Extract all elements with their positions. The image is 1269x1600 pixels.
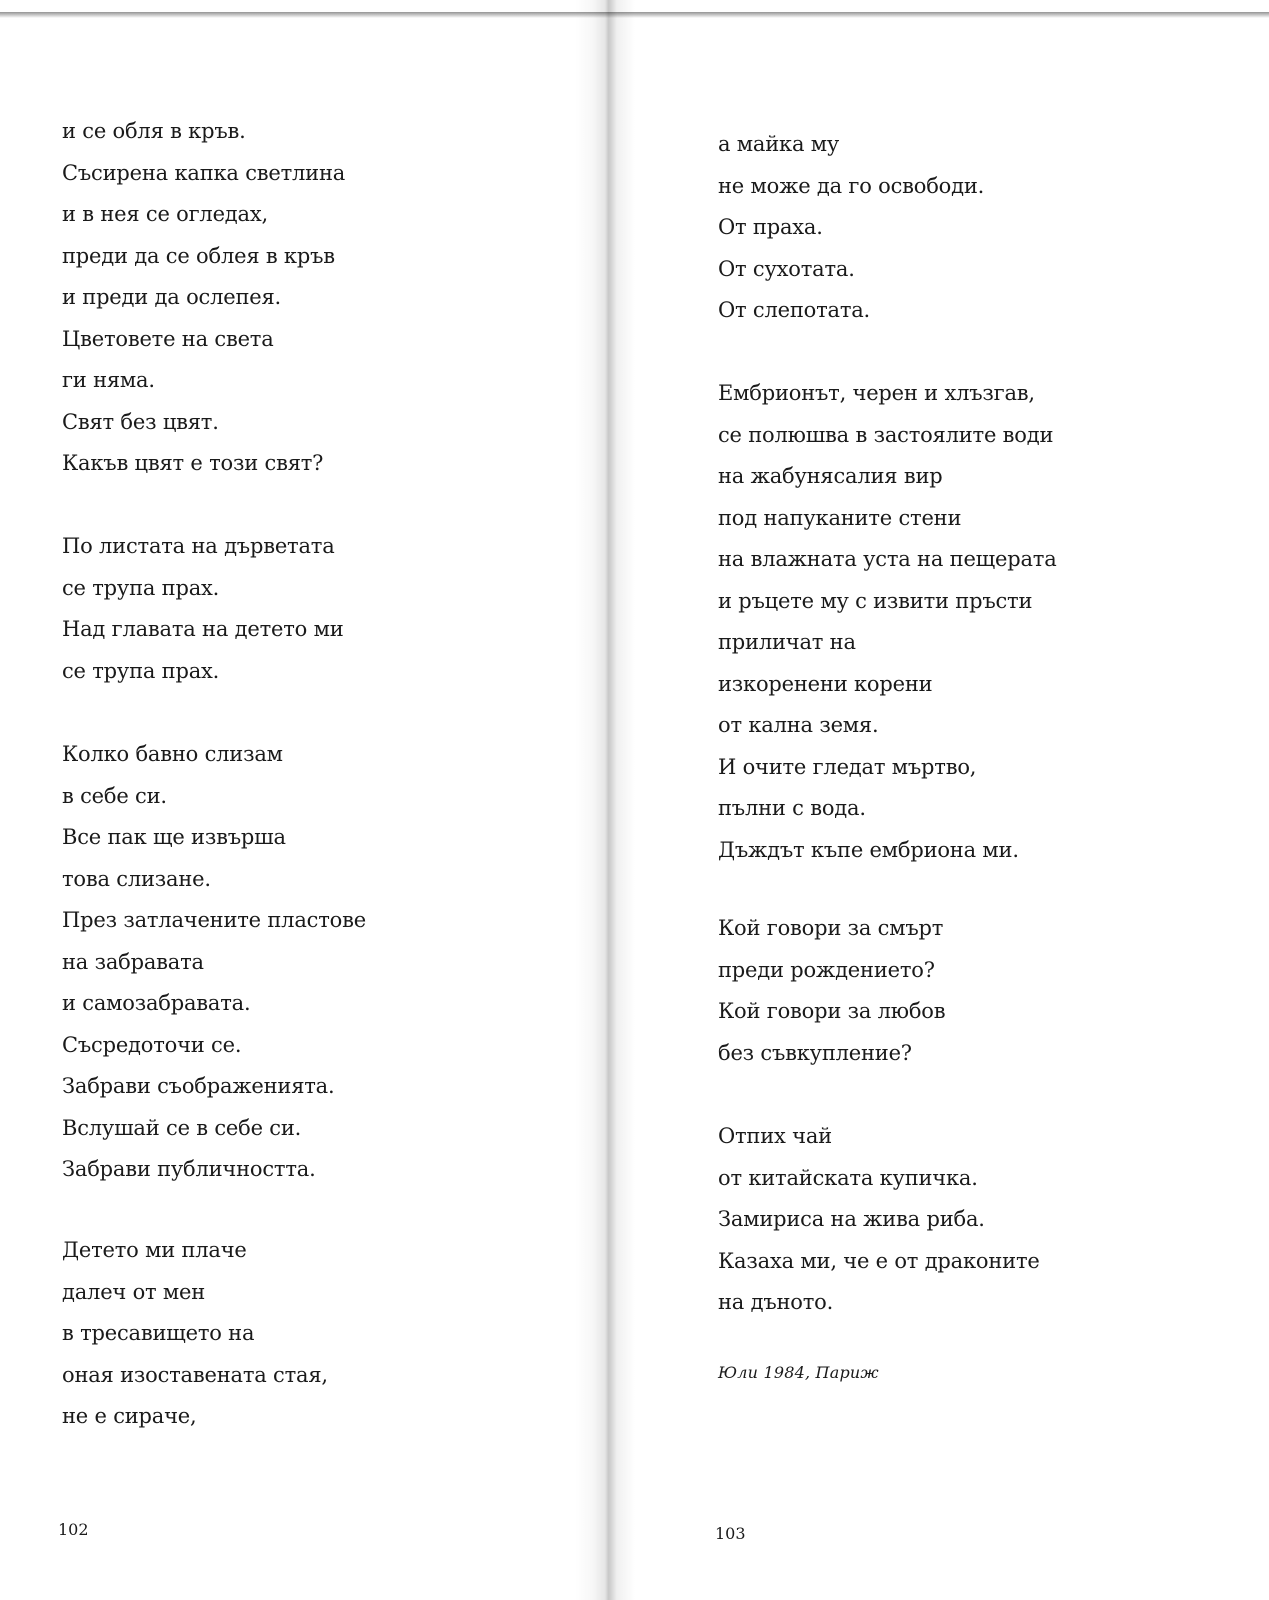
poem-line: Вслушай се в себе си. (62, 1115, 302, 1140)
poem-line: без съвкупление? (718, 1040, 912, 1065)
stanza (718, 373, 1057, 871)
poem-line: не е сираче, (62, 1404, 197, 1428)
poem-line: Свят без цвят. (62, 409, 219, 434)
stanza (718, 908, 945, 1074)
left-page (0, 0, 590, 1600)
poem-line: Казаха ми, че е от драконите (718, 1248, 1040, 1273)
poem-line: Ембрионът, черен и хлъзгав, (718, 381, 1035, 405)
poem-line: Замириса на жива риба. (718, 1207, 985, 1231)
poem-line: Детето ми плаче (62, 1238, 247, 1262)
poem-line: Цветовете на света (62, 326, 274, 351)
stanza (62, 111, 345, 485)
poem-line: и ръцете му с извити пръсти (718, 588, 1033, 613)
poem-line: на дъното. (718, 1290, 834, 1314)
poem-line: Кой говори за любов (718, 999, 946, 1023)
poem-line: оная изоставената стая, (62, 1362, 328, 1387)
poem-line: Кой говори за смърт (718, 916, 944, 940)
poem-line: и се обля в кръв. (62, 119, 246, 143)
poem-line: в себе си. (62, 783, 167, 808)
poem-line: Отпих чай (718, 1124, 832, 1148)
poem-line: Съсирена капка светлина (62, 160, 346, 185)
poem-line: приличат на (718, 630, 856, 654)
stanza (62, 1230, 328, 1438)
date-place-signature: Юли 1984, Париж (718, 1363, 879, 1382)
poem-line: От сухотата. (718, 256, 855, 281)
poem-line: Над главата на детето ми (62, 617, 344, 641)
poem-line: изкоренени корени (718, 671, 933, 696)
poem-line: Колко бавно слизам (62, 742, 283, 766)
poem-line: и в нея се огледах, (62, 202, 268, 226)
poem-line: Забрави съображенията. (62, 1074, 335, 1098)
poem-line: на влажната уста на пещерата (718, 547, 1057, 571)
poem-line: а майка му (718, 132, 840, 156)
right-page (620, 0, 1269, 1600)
poem-line: далеч от мен (62, 1279, 206, 1304)
poem-line: на забравата (62, 949, 204, 974)
poem-line: под напуканите стени (718, 505, 962, 530)
poem-line: от кална земя. (718, 713, 879, 737)
stanza (718, 124, 984, 332)
poem-line: в тресавището на (62, 1321, 255, 1345)
page-number: 103 (715, 1524, 746, 1543)
poem-line: Съсредоточи се. (62, 1032, 242, 1057)
poem-line: Какъв цвят е този свят? (62, 451, 324, 475)
page-number: 102 (58, 1520, 89, 1539)
poem-line: По листата на дърветата (62, 534, 335, 558)
poem-line: и преди да ослепея. (62, 285, 281, 309)
poem-line: През затлачените пластове (62, 908, 366, 932)
poem-line: се трупа прах. (62, 658, 220, 683)
poem-line: това слизане. (62, 866, 211, 891)
poem-line: Забрави публичността. (62, 1157, 316, 1181)
poem-line: се полюшва в застоялите води (718, 422, 1054, 447)
poem-line: не може да го освободи. (718, 173, 985, 198)
poem-line: преди рождението? (718, 957, 935, 982)
poem-line: и самозабравата. (62, 991, 251, 1015)
poem-line: От слепотата. (718, 298, 871, 322)
stanza (62, 526, 344, 692)
poem-line: пълни с вода. (718, 796, 866, 820)
poem-line: на жабунясалия вир (718, 464, 943, 488)
stanza (718, 1116, 1040, 1324)
poem-line: От праха. (718, 215, 823, 239)
stanza (62, 734, 366, 1191)
poem-line: Дъждът къпе ембриона ми. (718, 837, 1019, 862)
poem-line: И очите гледат мъртво, (718, 754, 977, 779)
poem-line: ги няма. (62, 368, 155, 392)
poem-line: преди да се облея в кръв (62, 243, 335, 268)
poem-line: Все пак ще извърша (62, 825, 286, 849)
poem-line: от китайската купичка. (718, 1165, 978, 1190)
poem-line: се трупа прах. (62, 575, 220, 600)
